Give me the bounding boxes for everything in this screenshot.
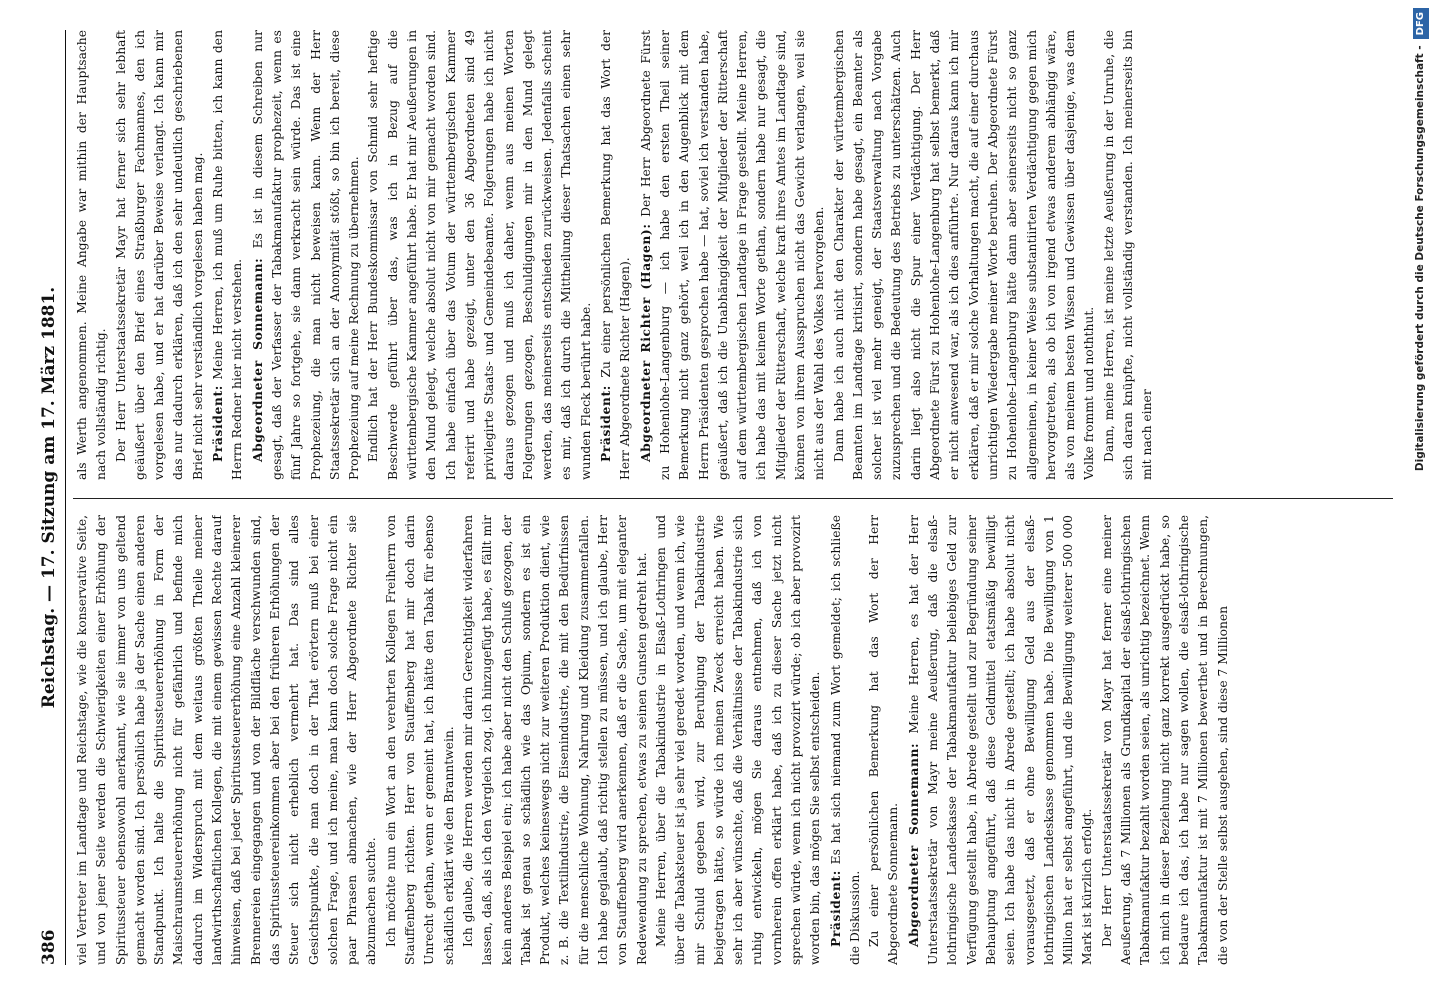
- speech-text: Der Herr Abgeordnete Fürst zu Hohenlohe-Langenburg — ich habe den ersten Theil seiner Bemerkung nicht ganz gehört, weil ich in den Augenblick mit dem Herrn Präsidenten gesprochen habe — hat, soviel ich verstanden habe, geäußert, daß ich die Unabhängigkeit der Mitglieder der Ritterschaft auf dem württembergischen Landtage in Frage gestellt. Meine Herren, ich habe das mit keinem Worte gethan, sondern habe nur gesagt, die Mitglieder der Ritterschaft, welche kraft ihres Amtes im Landtage sind, können von ihrem Ausspruchen nicht das Gewicht verlangen, weil sie nicht aus der Wahl des Volkes hervorgehen.: [638, 30, 827, 480]
- speaker-label: Abgeordneter Richter (Hagen):: [637, 223, 653, 462]
- paragraph: [208, 30, 248, 480]
- speech-text: Meine Herren, ich muß um Ruhe bitten, ich kann den Herrn Redner hier nicht verstehen.: [211, 30, 245, 480]
- paragraph: Meine Herren, über die Tabakindustrie in Elsaß-Lothringen und über die Tabaksteuer ist ja sehr viel geredet worden, und wenn ich, wie mir Schuld gegeben wird, zur Beruhigung der Tabakindustrie beigetragen hätte, so würde ich meinen Zweck erreicht haben. Wie sehr ich aber wünschte, daß die Verhältnisse der Tabakindustrie sich ruhig entwickeln, mögen Sie daraus entnehmen, daß ich von vornherein offen erklärt habe, daß ich zu dieser Sache jetzt nicht sprechen würde, wenn ich nicht provozirt würde; ob ich aber provozirt worden bin, das mögen Sie selbst entscheiden.: [653, 515, 823, 965]
- paragraph: Dann habe ich auch nicht den Charakter der württembergischen Beamten im Landtage kritisirt, sondern habe gesagt, ein Beamter als solcher ist viel mehr geneigt, der Staatsverwaltung nach Vorgabe zuzusprechen und die Bedeutung des Betriebs zu unterschätzen. Auch darin liegt also nicht die Spur einer Verdächtigung. Der Herr Abgeordnete Fürst zu Hohenlohe-Langenburg hat selbst bemerkt, daß er nicht anwesend war, als ich dies anführte. Nur daraus kann ich mir erklären, daß er mir solche Vorhaltungen macht, die auf einer durchaus unrichtigen Wiedergabe meiner Worte beruhen. Der Abgeordnete Fürst zu Hohenlohe-Langenburg hätte dann aber seinerseits nicht so ganz allgemeinen, in keiner Weise substantiirten Verdächtigung gegen mich hervorgetreten, als ob ich von irgend etwas anderem abhängig wäre, als von meinem besten Wissen und Gewissen über dasjenige, was dem Volke frommt und noththut.: [831, 30, 1097, 480]
- paragraph: [596, 30, 636, 480]
- page-number: 386: [39, 929, 59, 965]
- credit-text: Digitalisierung gefördert durch die Deutsche Forschungsgemeinschaft -: [1414, 45, 1426, 472]
- speaker-label: Präsident:: [210, 385, 226, 462]
- rotated-document-page: [35, 30, 1405, 965]
- digitization-credit: [1408, 0, 1432, 1000]
- paragraph: Zu einer persönlichen Bemerkung hat das Wort der Herr Abgeordnete Sonnemann.: [867, 515, 901, 965]
- speech-text: Zu einer persönlichen Bemerkung hat das Wort der Herr Abgeordnete Richter (Hagen).: [599, 30, 633, 480]
- dfg-logo: DFG: [1413, 8, 1429, 39]
- paragraph: Der Herr Unterstaatssekretär von Mayr hat ferner eine meiner Aeußerung, daß 7 Millionen als Grundkapital der elsaß-lothringischen Tabakmanufaktur bezahlt worden seien, als unrichtig bezeichnet. Wenn ich mich in dieser Beziehung nicht ganz korrekt ausgedrückt habe, so bedaure ich das, ich habe nur sagen wollen, die elsaß-lothringische Tabakmanufaktur ist mit 7 Millionen bewerthet und in Berechnungen, die von der Stelle selbst ausgehen, sind diese 7 Millionen: [1099, 515, 1230, 965]
- speaker-label: Präsident:: [827, 870, 843, 947]
- speech-text: Meine Herren, es hat der Herr Unterstaatssekretär von Mayr meine Aeußerung, daß die elsaß-lothringische Landeskasse der Tabakmanufaktur beliebiges Geld zur Verfügung gestellt habe, in Abrede gestellt und zur Begründung seiner Behauptung angeführt, daß diese Geldmittel etatsmäßig bewilligt seien. Ich habe das nicht in Abrede gestellt; ich habe absolut nicht vorausgesetzt, daß er ohne Bewilligung Geld aus der elsaß-lothringischen Landeskasse genommen habe. Die Bewilligung von 1 Million hat er selbst angeführt, und die Bewilligung weiterer 500 000 Mark ist kürzlich erfolgt.: [906, 515, 1095, 965]
- column-divider: [73, 498, 1393, 499]
- paragraph: [826, 515, 866, 965]
- paragraph: Dann, meine Herren, ist meine letzte Aeußerung in der Unruhe, die sich daran knüpfte, nicht vollständig verstanden. Ich meinerseits bin mit nach einer: [1101, 30, 1155, 480]
- speaker-label: Abgeordneter Sonnemann:: [905, 742, 921, 947]
- speaker-label: Abgeordneter Sonnemann:: [249, 257, 265, 462]
- speaker-label: Präsident:: [598, 385, 614, 462]
- paragraph: [636, 30, 830, 480]
- paragraph: viel Vertreter im Landtage und Reichstage, wie die konservative Seite, und von jener Seite werden die Schwierigkeiten einer Erhöhung der Spiritussteuer ebensowohl anerkannt, wie sie immer von uns geltend gemacht worden sind. Ich persönlich habe ja der Sache einen anderen Standpunkt. Ich halte die Spiritussteuererhöhung in Form der Maischraumsteuererhöhung nicht für gefährlich und befinde mich dadurch im Widerspruch mit dem weitaus größten Theile meiner landwirthschaftlichen Kollegen, die mit einem gewissen Rechte darauf hinweisen, daß bei jeder Spiritussteuererhöhung eine Anzahl kleinerer Brennereien eingegangen und von der Bildfläche verschwunden sind, das Spiritussteuereinkommen aber bei den früheren Erhöhungen der Steuer sich nicht erheblich vermehrt hat. Das sind alles Gesichtspunkte, die man doch in der That erörtern muß bei einer solchen Frage, und ich meine, man kann doch solche Frage nicht ein paar Phrasen abmachen, wie der Herr Abgeordnete Richter sie abzumachen suchte.: [75, 515, 379, 965]
- paragraph: [248, 30, 365, 480]
- paragraph: als Werth angenommen. Meine Angabe war mithin der Hauptsache nach vollständig richtig.: [75, 30, 109, 480]
- running-header: [35, 30, 66, 965]
- speech-text: Es ist in diesem Schreiben nur gesagt, daß der Verfasser der Tabakmanufaktur prophezeit, wenn es fünf Jahre so fortgehe, sie dann verkracht sein würde. Das ist eine Prophezeiung, die man nicht beweisen kann. Wenn der Herr Staatssekretär sich an der Anonymität stößt, so bin ich bereit, diese Prophezeiung auf meine Rechnung zu übernehmen.: [250, 30, 362, 480]
- left-column: [73, 515, 1398, 965]
- right-column: [73, 30, 1398, 480]
- speech-text: Es hat sich niemand zum Wort gemeldet; ich schließe die Diskussion.: [828, 515, 862, 965]
- paragraph: Ich glaube, die Herren werden mir darin Gerechtigkeit widerfahren lassen, daß, als ich den Vergleich zog, ich hinzugefügt habe, es fällt mir kein anderes Beispiel ein; ich habe aber nicht den Schluß gezogen, der Tabak ist genau so schädlich wie das Opium, sondern es ist ein Produkt, welches keineswegs nicht zur weiteren Produktion dient, wie z. B. die Textilindustrie, die Eisenindustrie, die mit den Bedürfnissen für die menschliche Wohnung, Nahrung und Kleidung zusammenfallen. Ich habe geglaubt, daß richtig stellen zu müssen, und ich glaube, Herr von Stauffenberg wird anerkennen, daß er die Sache, um mit eleganter Redewendung zu sprechen, etwas zu seinen Gunsten gedreht hat.: [460, 515, 649, 965]
- paragraph: Ich möchte nun ein Wort an den verehrten Kollegen Freiherrn von Stauffenberg richten. Herr von Stauffenberg hat mir doch darin Unrecht gethan, wenn er gemeint hat, ich hätte den Tabak für ebenso schädlich erklärt wie den Branntwein.: [383, 515, 456, 965]
- paragraph: Der Herr Unterstaatssekretär Mayr hat ferner sich sehr lebhaft geäußert über den Brief eines Straßburger Fachmannes, den ich vorgelesen habe, und er hat darüber Beweise verlangt. Ich kann mir das nur dadurch erklären, daß ich den sehr undeutlich geschriebenen Brief nicht sehr verständlich vorgelesen haben mag.: [113, 30, 205, 480]
- paragraph: [904, 515, 1098, 965]
- header-title: Reichstag. — 17. Sitzung am 17. März 1881.: [39, 286, 59, 709]
- paragraph: Endlich hat der Herr Bundeskommissar von Schmid sehr heftige Beschwerde geführt über das, was ich in Bezug auf die württembergische Kammer angeführt habe. Er hat mir Aeußerungen in den Mund gelegt, welche absolut nicht von mir gemacht worden sind. Ich habe einfach über das Votum der württembergischen Kammer referirt und habe gezeigt, unter den 36 Abgeordneten sind 49 privilegirte Staats- und Gemeindebeamte. Folgerungen habe ich nicht daraus gezogen und muß ich daher, wenn aus meinen Worten Folgerungen gezogen, Beschuldigungen mir in den Mund gelegt werden, das meinerseits entschieden zurückweisen. Jedenfalls scheint es mir, daß ich durch die Mittheilung dieser Thatsachen einen sehr wunden Fleck berührt habe.: [366, 30, 593, 480]
